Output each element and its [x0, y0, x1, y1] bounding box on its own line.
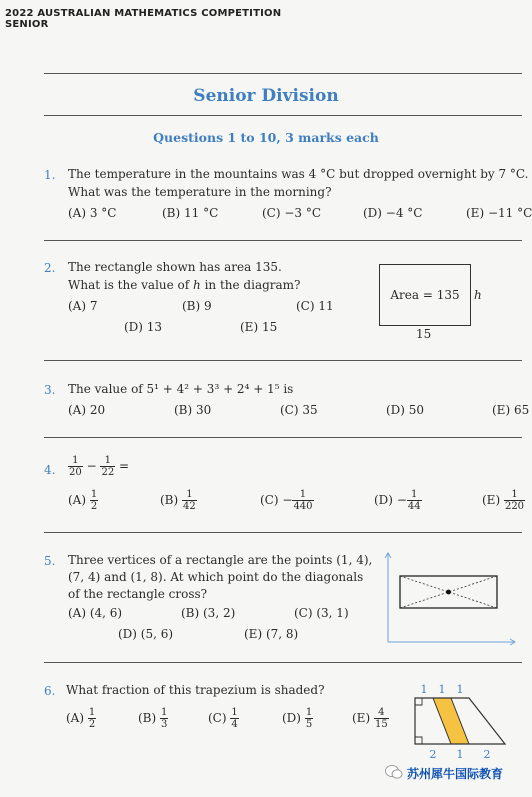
bottom-length-label: 2 — [483, 748, 491, 761]
question-text: What is the value of h in the diagram? — [68, 278, 301, 292]
question-text: The value of 5¹ + 4² + 3³ + 2⁴ + 1⁵ is — [68, 382, 294, 396]
right-angle-mark — [415, 737, 422, 744]
divider — [44, 115, 522, 116]
answer-option[interactable]: (A) 7 — [68, 299, 98, 313]
divider — [44, 73, 522, 74]
answer-option[interactable]: (B) 30 — [174, 403, 212, 417]
question-number: 1. — [44, 168, 56, 182]
right-angle-mark — [415, 698, 422, 705]
base-label: 15 — [416, 327, 432, 341]
page-title: Senior Division — [193, 86, 339, 106]
answer-option[interactable]: (E) 15 — [240, 320, 278, 334]
question-text: What was the temperature in the morning? — [68, 185, 332, 199]
question-number: 4. — [44, 463, 56, 477]
divider — [44, 240, 522, 241]
question-text: Three vertices of a rectangle are the points (1, 4), — [68, 553, 373, 567]
watermark-text: 苏州犀牛国际教育 — [407, 767, 504, 781]
question-expression: $\frac{1}{20}$ − $\frac{1}{22}$ = — [69, 455, 130, 478]
header-competition: 2022 AUSTRALIAN MATHEMATICS COMPETITION — [5, 8, 282, 19]
answer-option[interactable]: (C) −3 °C — [262, 206, 322, 220]
answer-option[interactable]: (B) $\frac{1}{42}$ — [160, 489, 196, 512]
answer-option[interactable]: (B) $\frac{1}{3}$ — [138, 707, 168, 730]
divider — [44, 662, 522, 663]
answer-option[interactable]: (D) $\frac{1}{5}$ — [282, 707, 313, 730]
bottom-length-label: 2 — [429, 748, 437, 761]
answer-option[interactable]: (D) − $\frac{1}{44}$ — [374, 489, 421, 512]
answer-option[interactable]: (C) 11 — [296, 299, 334, 313]
answer-option[interactable]: (B) 9 — [182, 299, 212, 313]
question-text: The temperature in the mountains was 4 °C but dropped overnight by 7 °C. — [68, 167, 529, 181]
question-text: What fraction of this trapezium is shaded? — [66, 683, 325, 697]
coordinate-diagram — [380, 550, 520, 650]
area-label: Area = 135 — [390, 288, 460, 302]
answer-option[interactable]: (A) $\frac{1}{2}$ — [66, 707, 96, 730]
answer-option[interactable]: (C) $\frac{1}{4}$ — [208, 707, 238, 730]
section-subtitle: Questions 1 to 10, 3 marks each — [153, 130, 379, 145]
answer-option[interactable]: (B) 11 °C — [162, 206, 219, 220]
intersection-point — [446, 590, 451, 595]
divider — [44, 437, 522, 438]
answer-option[interactable]: (E) 65 — [492, 403, 530, 417]
answer-option[interactable]: (A) 3 °C — [68, 206, 117, 220]
answer-option[interactable]: (D) (5, 6) — [118, 627, 174, 641]
answer-option[interactable]: (E) −11 °C — [466, 206, 532, 220]
question-text: of the rectangle cross? — [68, 587, 208, 601]
answer-option[interactable]: (C) 35 — [280, 403, 318, 417]
shaded-region — [433, 698, 469, 744]
side-label: h — [474, 288, 482, 302]
wechat-icon — [385, 764, 403, 780]
divider — [44, 360, 522, 361]
answer-option[interactable]: (C) (3, 1) — [294, 606, 349, 620]
divider — [44, 532, 522, 533]
answer-option[interactable]: (B) (3, 2) — [181, 606, 236, 620]
answer-option[interactable]: (A) (4, 6) — [68, 606, 123, 620]
answer-option[interactable]: (D) −4 °C — [363, 206, 423, 220]
answer-option[interactable]: (D) 13 — [124, 320, 163, 334]
answer-option[interactable]: (E) $\frac{1}{220}$ — [482, 489, 525, 512]
top-length-label: 1 — [438, 683, 446, 696]
header-division: SENIOR — [5, 19, 49, 30]
answer-option[interactable]: (C) − $\frac{1}{440}$ — [260, 489, 313, 512]
answer-option[interactable]: (E) $\frac{4}{15}$ — [352, 707, 388, 730]
question-number: 2. — [44, 261, 56, 275]
question-number: 6. — [44, 684, 56, 698]
trapezium-diagram — [402, 680, 514, 764]
bottom-length-label: 1 — [456, 748, 464, 761]
question-text: (7, 4) and (1, 8). At which point do the diagonals — [68, 570, 364, 584]
answer-option[interactable]: (D) 50 — [386, 403, 425, 417]
answer-option[interactable]: (A) 20 — [68, 403, 106, 417]
question-number: 3. — [44, 383, 56, 397]
question-text: The rectangle shown has area 135. — [68, 260, 282, 274]
answer-option[interactable]: (A) $\frac{1}{2}$ — [68, 489, 98, 512]
question-number: 5. — [44, 554, 56, 568]
top-length-label: 1 — [456, 683, 464, 696]
answer-option[interactable]: (E) (7, 8) — [244, 627, 299, 641]
top-length-label: 1 — [420, 683, 428, 696]
